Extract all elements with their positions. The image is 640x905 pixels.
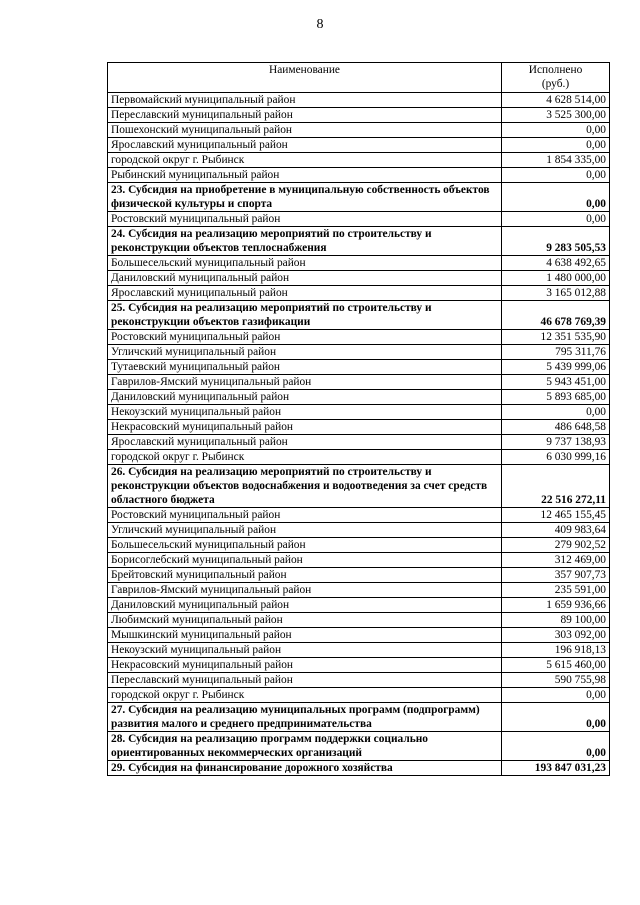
- row-amount: 0,00: [502, 732, 610, 761]
- table-row: [108, 345, 610, 360]
- row-amount: 3 165 012,88: [502, 286, 610, 301]
- row-name: 24. Субсидия на реализацию мероприятий по строительству и реконструкции объектов теплоснабжения: [108, 227, 502, 256]
- row-amount: 9 283 505,53: [502, 227, 610, 256]
- section-row: [108, 227, 610, 256]
- row-name: Некрасовский муниципальный район: [108, 658, 502, 673]
- row-amount: 196 918,13: [502, 643, 610, 658]
- table-row: [108, 390, 610, 405]
- row-amount: 279 902,52: [502, 538, 610, 553]
- table-row: [108, 360, 610, 375]
- table-row: [108, 658, 610, 673]
- table-row: [108, 598, 610, 613]
- table-row: [108, 375, 610, 390]
- table-row: [108, 405, 610, 420]
- row-name: Некоузский муниципальный район: [108, 643, 502, 658]
- row-name: Переславский муниципальный район: [108, 673, 502, 688]
- row-name: Переславский муниципальный район: [108, 108, 502, 123]
- row-amount: 0,00: [502, 183, 610, 212]
- row-name: Ростовский муниципальный район: [108, 508, 502, 523]
- table-row: [108, 256, 610, 271]
- row-amount: 0,00: [502, 688, 610, 703]
- row-name: Гаврилов-Ямский муниципальный район: [108, 375, 502, 390]
- table-row: [108, 583, 610, 598]
- row-amount: 235 591,00: [502, 583, 610, 598]
- table-row: [108, 271, 610, 286]
- page-number: 8: [316, 17, 324, 32]
- row-amount: 795 311,76: [502, 345, 610, 360]
- row-amount: 1 854 335,00: [502, 153, 610, 168]
- row-name: 28. Субсидия на реализацию программ поддержки социально ориентированных некоммерческих организаций: [108, 732, 502, 761]
- row-amount: 1 659 936,66: [502, 598, 610, 613]
- table-body: [108, 93, 610, 776]
- table-row: [108, 613, 610, 628]
- row-name: 26. Субсидия на реализацию мероприятий по строительству и реконструкции объектов водоснабжения и водоотведения за счет средств областного бюджета: [108, 465, 502, 508]
- section-row: [108, 301, 610, 330]
- row-amount: 486 648,58: [502, 420, 610, 435]
- section-row: [108, 703, 610, 732]
- row-name: Рыбинский муниципальный район: [108, 168, 502, 183]
- table-row: [108, 93, 610, 108]
- table-row: [108, 508, 610, 523]
- table-row: [108, 643, 610, 658]
- row-name: городской округ г. Рыбинск: [108, 153, 502, 168]
- section-row: [108, 761, 610, 776]
- table-row: [108, 628, 610, 643]
- section-row: [108, 732, 610, 761]
- table-row: [108, 420, 610, 435]
- row-amount: 312 469,00: [502, 553, 610, 568]
- table-row: [108, 153, 610, 168]
- table-row: [108, 688, 610, 703]
- row-name: 27. Субсидия на реализацию муниципальных программ (подпрограмм) развития малого и среднего предпринимательства: [108, 703, 502, 732]
- row-amount: 5 893 685,00: [502, 390, 610, 405]
- row-name: Некоузский муниципальный район: [108, 405, 502, 420]
- table-row: [108, 123, 610, 138]
- row-name: 29. Субсидия на финансирование дорожного хозяйства: [108, 761, 502, 776]
- table-row: [108, 450, 610, 465]
- row-amount: 0,00: [502, 123, 610, 138]
- row-amount: 89 100,00: [502, 613, 610, 628]
- row-amount: 6 030 999,16: [502, 450, 610, 465]
- row-name: Борисоглебский муниципальный район: [108, 553, 502, 568]
- row-amount: 5 439 999,06: [502, 360, 610, 375]
- row-amount: 12 465 155,45: [502, 508, 610, 523]
- column-header-name: Наименование: [108, 63, 502, 93]
- row-name: Первомайский муниципальный район: [108, 93, 502, 108]
- section-row: [108, 183, 610, 212]
- row-amount: 3 525 300,00: [502, 108, 610, 123]
- report-table: [107, 62, 610, 776]
- row-amount: 5 943 451,00: [502, 375, 610, 390]
- section-row: [108, 465, 610, 508]
- table-row: [108, 538, 610, 553]
- row-name: Ярославский муниципальный район: [108, 286, 502, 301]
- row-amount: 22 516 272,11: [502, 465, 610, 508]
- row-name: Любимский муниципальный район: [108, 613, 502, 628]
- row-name: Ростовский муниципальный район: [108, 330, 502, 345]
- row-name: Угличский муниципальный район: [108, 345, 502, 360]
- row-name: городской округ г. Рыбинск: [108, 450, 502, 465]
- column-header-amount-line1: Исполнено: [528, 64, 583, 76]
- row-name: Ростовский муниципальный район: [108, 212, 502, 227]
- row-amount: 0,00: [502, 138, 610, 153]
- table-row: [108, 212, 610, 227]
- row-name: Большесельский муниципальный район: [108, 256, 502, 271]
- table-row: [108, 286, 610, 301]
- row-name: Большесельский муниципальный район: [108, 538, 502, 553]
- row-name: Ярославский муниципальный район: [108, 435, 502, 450]
- column-header-amount: [502, 63, 610, 93]
- row-amount: 4 628 514,00: [502, 93, 610, 108]
- row-name: Брейтовский муниципальный район: [108, 568, 502, 583]
- row-name: Даниловский муниципальный район: [108, 598, 502, 613]
- row-name: Мышкинский муниципальный район: [108, 628, 502, 643]
- row-amount: 9 737 138,93: [502, 435, 610, 450]
- row-name: городской округ г. Рыбинск: [108, 688, 502, 703]
- row-name: Даниловский муниципальный район: [108, 390, 502, 405]
- table-row: [108, 138, 610, 153]
- table-row: [108, 168, 610, 183]
- table-row: [108, 523, 610, 538]
- row-amount: 193 847 031,23: [502, 761, 610, 776]
- row-name: Гаврилов-Ямский муниципальный район: [108, 583, 502, 598]
- row-amount: 303 092,00: [502, 628, 610, 643]
- row-amount: 0,00: [502, 703, 610, 732]
- table-row: [108, 673, 610, 688]
- table-row: [108, 568, 610, 583]
- row-name: 23. Субсидия на приобретение в муниципальную собственность объектов физической культуры и спорта: [108, 183, 502, 212]
- row-amount: 12 351 535,90: [502, 330, 610, 345]
- table-header-row: [108, 63, 610, 93]
- row-name: 25. Субсидия на реализацию мероприятий по строительству и реконструкции объектов газификации: [108, 301, 502, 330]
- table-row: [108, 435, 610, 450]
- row-name: Ярославский муниципальный район: [108, 138, 502, 153]
- row-amount: 409 983,64: [502, 523, 610, 538]
- row-amount: 0,00: [502, 168, 610, 183]
- table-row: [108, 108, 610, 123]
- row-amount: 46 678 769,39: [502, 301, 610, 330]
- table-row: [108, 330, 610, 345]
- row-name: Пошехонский муниципальный район: [108, 123, 502, 138]
- table-row: [108, 553, 610, 568]
- row-amount: 5 615 460,00: [502, 658, 610, 673]
- row-amount: 357 907,73: [502, 568, 610, 583]
- row-amount: 1 480 000,00: [502, 271, 610, 286]
- row-name: Тутаевский муниципальный район: [108, 360, 502, 375]
- row-amount: 590 755,98: [502, 673, 610, 688]
- row-amount: 0,00: [502, 405, 610, 420]
- row-name: Даниловский муниципальный район: [108, 271, 502, 286]
- row-name: Угличский муниципальный район: [108, 523, 502, 538]
- row-name: Некрасовский муниципальный район: [108, 420, 502, 435]
- row-amount: 4 638 492,65: [502, 256, 610, 271]
- row-amount: 0,00: [502, 212, 610, 227]
- column-header-amount-line2: (руб.): [541, 78, 570, 90]
